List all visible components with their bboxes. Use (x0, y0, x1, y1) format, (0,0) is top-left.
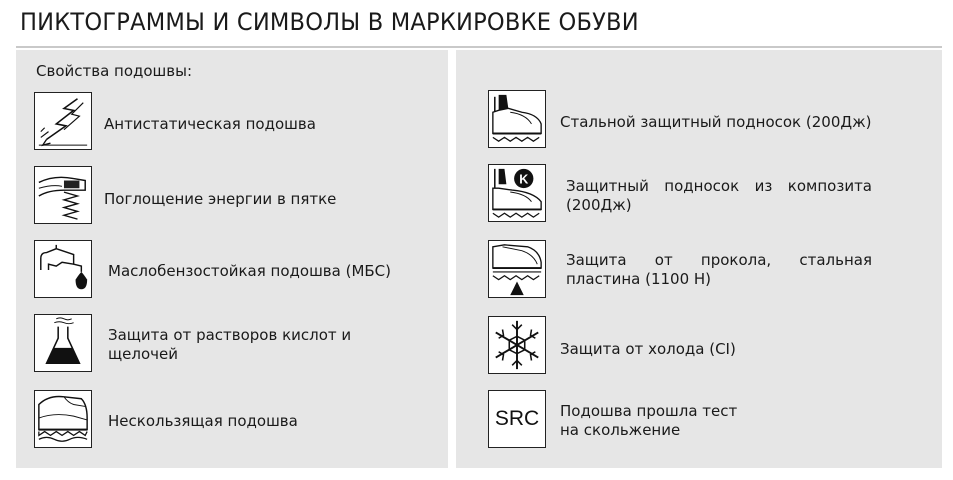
non-slip-sole-icon (34, 390, 92, 448)
item-label: Поглощение энергии в пятке (104, 190, 337, 208)
acid-flask-icon (34, 314, 92, 372)
item-label: Антистатическая подошва (104, 115, 316, 133)
page-title: ПИКТОГРАММЫ И СИМВОЛЫ В МАРКИРОВКЕ ОБУВИ (20, 8, 639, 36)
item-label: Защита от прокола, стальная пластина (1100 Н) (566, 251, 872, 288)
item-label: Нескользящая подошва (108, 412, 298, 430)
item-label: Защита от растворов кислот и щелочей (108, 326, 352, 363)
fuel-pump-drop-icon (34, 240, 92, 298)
src-icon-text: SRC (494, 407, 540, 430)
snowflake-icon (488, 316, 546, 374)
item-label: Защита от холода (CI) (560, 340, 736, 358)
composite-badge-letter: K (519, 172, 529, 187)
left-panel (16, 50, 448, 468)
item-label: Маслобензостойкая подошва (МБС) (108, 262, 392, 280)
section-heading: Свойства подошвы: (36, 62, 193, 80)
composite-toecap-icon (488, 164, 546, 222)
item-label: Стальной защитный подносок (200Дж) (560, 113, 872, 131)
title-divider (16, 46, 942, 48)
puncture-plate-icon (488, 240, 546, 298)
right-panel (456, 50, 942, 468)
item-label: Защитный подносок из композита (200Дж) (566, 177, 872, 214)
item-label: Подошва прошла тест на скольжение (560, 402, 738, 439)
src-icon (488, 390, 546, 448)
antistatic-lightning-icon (34, 92, 92, 150)
steel-toecap-icon (488, 90, 546, 148)
heel-spring-icon (34, 166, 92, 224)
